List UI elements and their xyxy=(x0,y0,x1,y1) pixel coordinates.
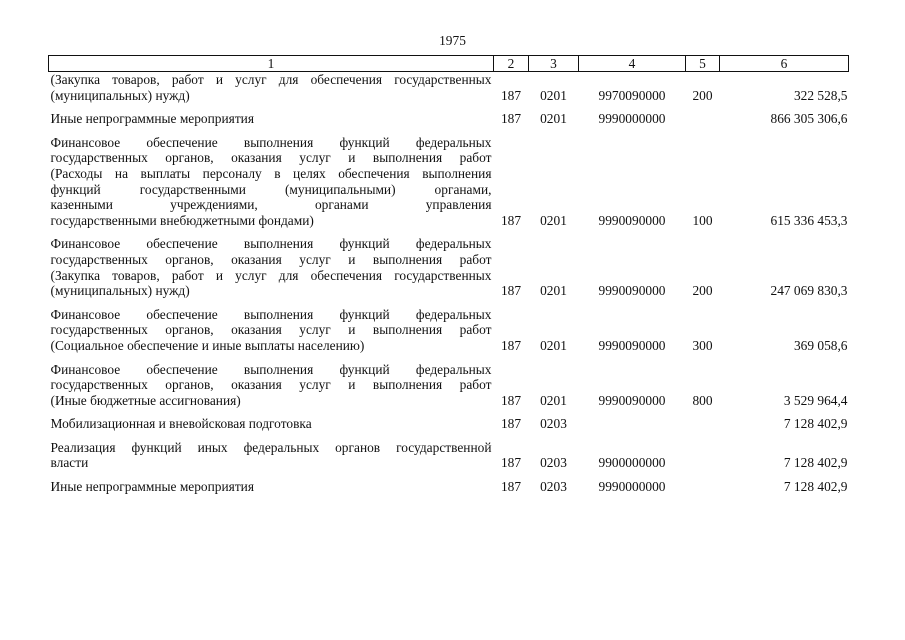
amount: 7 128 402,9 xyxy=(783,455,848,471)
section-code: 0201 xyxy=(540,283,567,299)
target-article-code: 9990000000 xyxy=(598,479,666,495)
expense-type-code xyxy=(686,440,720,471)
ved-code: 187 xyxy=(500,87,522,103)
row-spacer-cell xyxy=(49,127,849,135)
row-description xyxy=(49,236,494,298)
description-line: (Социальное обеспечение и иные выплаты населению) xyxy=(50,337,365,353)
description-line: казенными учреждениями, органами управления xyxy=(50,197,492,213)
target-article-code: 9990090000 xyxy=(598,212,666,228)
table-row xyxy=(49,135,849,229)
target-article-code: 9990000000 xyxy=(598,111,666,127)
page-number: 1975 xyxy=(439,33,466,48)
table-row xyxy=(49,362,849,409)
table-row xyxy=(49,416,849,432)
budget-table xyxy=(48,55,849,495)
row-spacer-cell xyxy=(49,299,849,307)
row-description xyxy=(49,307,494,354)
ved-code: 187 xyxy=(500,392,522,408)
description-line: власти xyxy=(50,455,89,471)
target-article-code: 9990090000 xyxy=(598,337,666,353)
row-description xyxy=(49,416,494,432)
row-spacer xyxy=(49,354,849,362)
column-header: 4 xyxy=(579,56,686,72)
table-body xyxy=(49,72,849,495)
expense-type-code: 800 xyxy=(692,392,713,408)
description-line: (муниципальных) нужд) xyxy=(50,87,190,103)
description-line: государственными внебюджетными фондами) xyxy=(50,212,314,228)
ved-code: 187 xyxy=(500,283,522,299)
description-line: Реализация функций иных федеральных органов государственной xyxy=(50,439,492,455)
amount: 7 128 402,9 xyxy=(783,479,848,495)
amount: 322 528,5 xyxy=(793,87,848,103)
expense-type-code xyxy=(686,111,720,127)
description-line: (Закупка товаров, работ и услуг для обеспечения государственных xyxy=(50,72,492,87)
row-spacer-cell xyxy=(49,354,849,362)
description-line: (Иные бюджетные ассигнования) xyxy=(50,392,241,408)
row-spacer xyxy=(49,408,849,416)
description-line: государственных органов, оказания услуг и выполнения работ xyxy=(50,322,492,338)
row-description xyxy=(49,440,494,471)
description-line: функций государственными (муниципальными) органами, xyxy=(50,181,492,197)
column-header: 6 xyxy=(720,56,849,72)
row-spacer xyxy=(49,103,849,111)
table-row xyxy=(49,236,849,298)
row-description xyxy=(49,479,494,495)
description-line: Финансовое обеспечение выполнения функций федеральных xyxy=(50,361,492,377)
amount: 369 058,6 xyxy=(793,337,848,353)
table-row xyxy=(49,440,849,471)
row-description xyxy=(49,111,494,127)
expense-type-code xyxy=(686,479,720,495)
expense-type-code xyxy=(686,416,720,432)
row-spacer xyxy=(49,432,849,440)
row-spacer xyxy=(49,127,849,135)
description-line: (муниципальных) нужд) xyxy=(50,283,190,299)
target-article-code: 9990090000 xyxy=(598,283,666,299)
description-line: Иные непрограммные мероприятия xyxy=(50,479,254,495)
ved-code: 187 xyxy=(500,416,522,432)
description-line: государственных органов, оказания услуг и выполнения работ xyxy=(50,251,492,267)
column-header: 3 xyxy=(529,56,579,72)
amount: 3 529 964,4 xyxy=(783,392,848,408)
column-header: 2 xyxy=(494,56,529,72)
row-description xyxy=(49,72,494,104)
amount: 866 305 306,6 xyxy=(770,111,848,127)
row-spacer-cell xyxy=(49,432,849,440)
ved-code: 187 xyxy=(500,479,522,495)
amount: 615 336 453,3 xyxy=(770,212,848,228)
table-row xyxy=(49,72,849,104)
ved-code: 187 xyxy=(500,455,522,471)
table-row xyxy=(49,111,849,127)
section-code: 0201 xyxy=(540,87,567,103)
description-line: государственных органов, оказания услуг и выполнения работ xyxy=(50,377,492,393)
column-header: 5 xyxy=(686,56,720,72)
target-article-code: 9900000000 xyxy=(598,455,666,471)
section-code: 0201 xyxy=(540,392,567,408)
section-code: 0203 xyxy=(540,479,567,495)
section-code: 0201 xyxy=(540,111,567,127)
target-article-code: 9970090000 xyxy=(598,87,666,103)
row-spacer xyxy=(49,299,849,307)
expense-type-code: 200 xyxy=(692,87,713,103)
section-code: 0201 xyxy=(540,212,567,228)
row-spacer-cell xyxy=(49,471,849,479)
table-header-row xyxy=(49,56,849,72)
amount: 7 128 402,9 xyxy=(783,416,848,432)
row-spacer-cell xyxy=(49,103,849,111)
column-header: 1 xyxy=(49,56,494,72)
row-spacer xyxy=(49,228,849,236)
row-spacer xyxy=(49,471,849,479)
table-row xyxy=(49,307,849,354)
ved-code: 187 xyxy=(500,337,522,353)
amount: 247 069 830,3 xyxy=(770,283,848,299)
description-line: государственных органов, оказания услуг и выполнения работ xyxy=(50,150,492,166)
target-article-code: 9990090000 xyxy=(598,392,666,408)
description-line: (Расходы на выплаты персоналу в целях обеспечения выполнения xyxy=(50,165,492,181)
row-spacer-cell xyxy=(49,228,849,236)
expense-type-code: 100 xyxy=(692,212,713,228)
ved-code: 187 xyxy=(500,111,522,127)
description-line: Мобилизационная и вневойсковая подготовка xyxy=(50,416,312,432)
description-line: Иные непрограммные мероприятия xyxy=(50,111,254,127)
section-code: 0203 xyxy=(540,416,567,432)
row-spacer-cell xyxy=(49,408,849,416)
row-description xyxy=(49,135,494,229)
table-row xyxy=(49,479,849,495)
description-line: Финансовое обеспечение выполнения функций федеральных xyxy=(50,306,492,322)
section-code: 0203 xyxy=(540,455,567,471)
section-code: 0201 xyxy=(540,337,567,353)
row-description xyxy=(49,362,494,409)
description-line: Финансовое обеспечение выполнения функций федеральных xyxy=(50,134,492,150)
expense-type-code: 300 xyxy=(692,337,713,353)
ved-code: 187 xyxy=(500,212,522,228)
description-line: (Закупка товаров, работ и услуг для обеспечения государственных xyxy=(50,267,492,283)
expense-type-code: 200 xyxy=(692,283,713,299)
target-article-code xyxy=(579,416,686,432)
description-line: Финансовое обеспечение выполнения функций федеральных xyxy=(50,236,492,252)
